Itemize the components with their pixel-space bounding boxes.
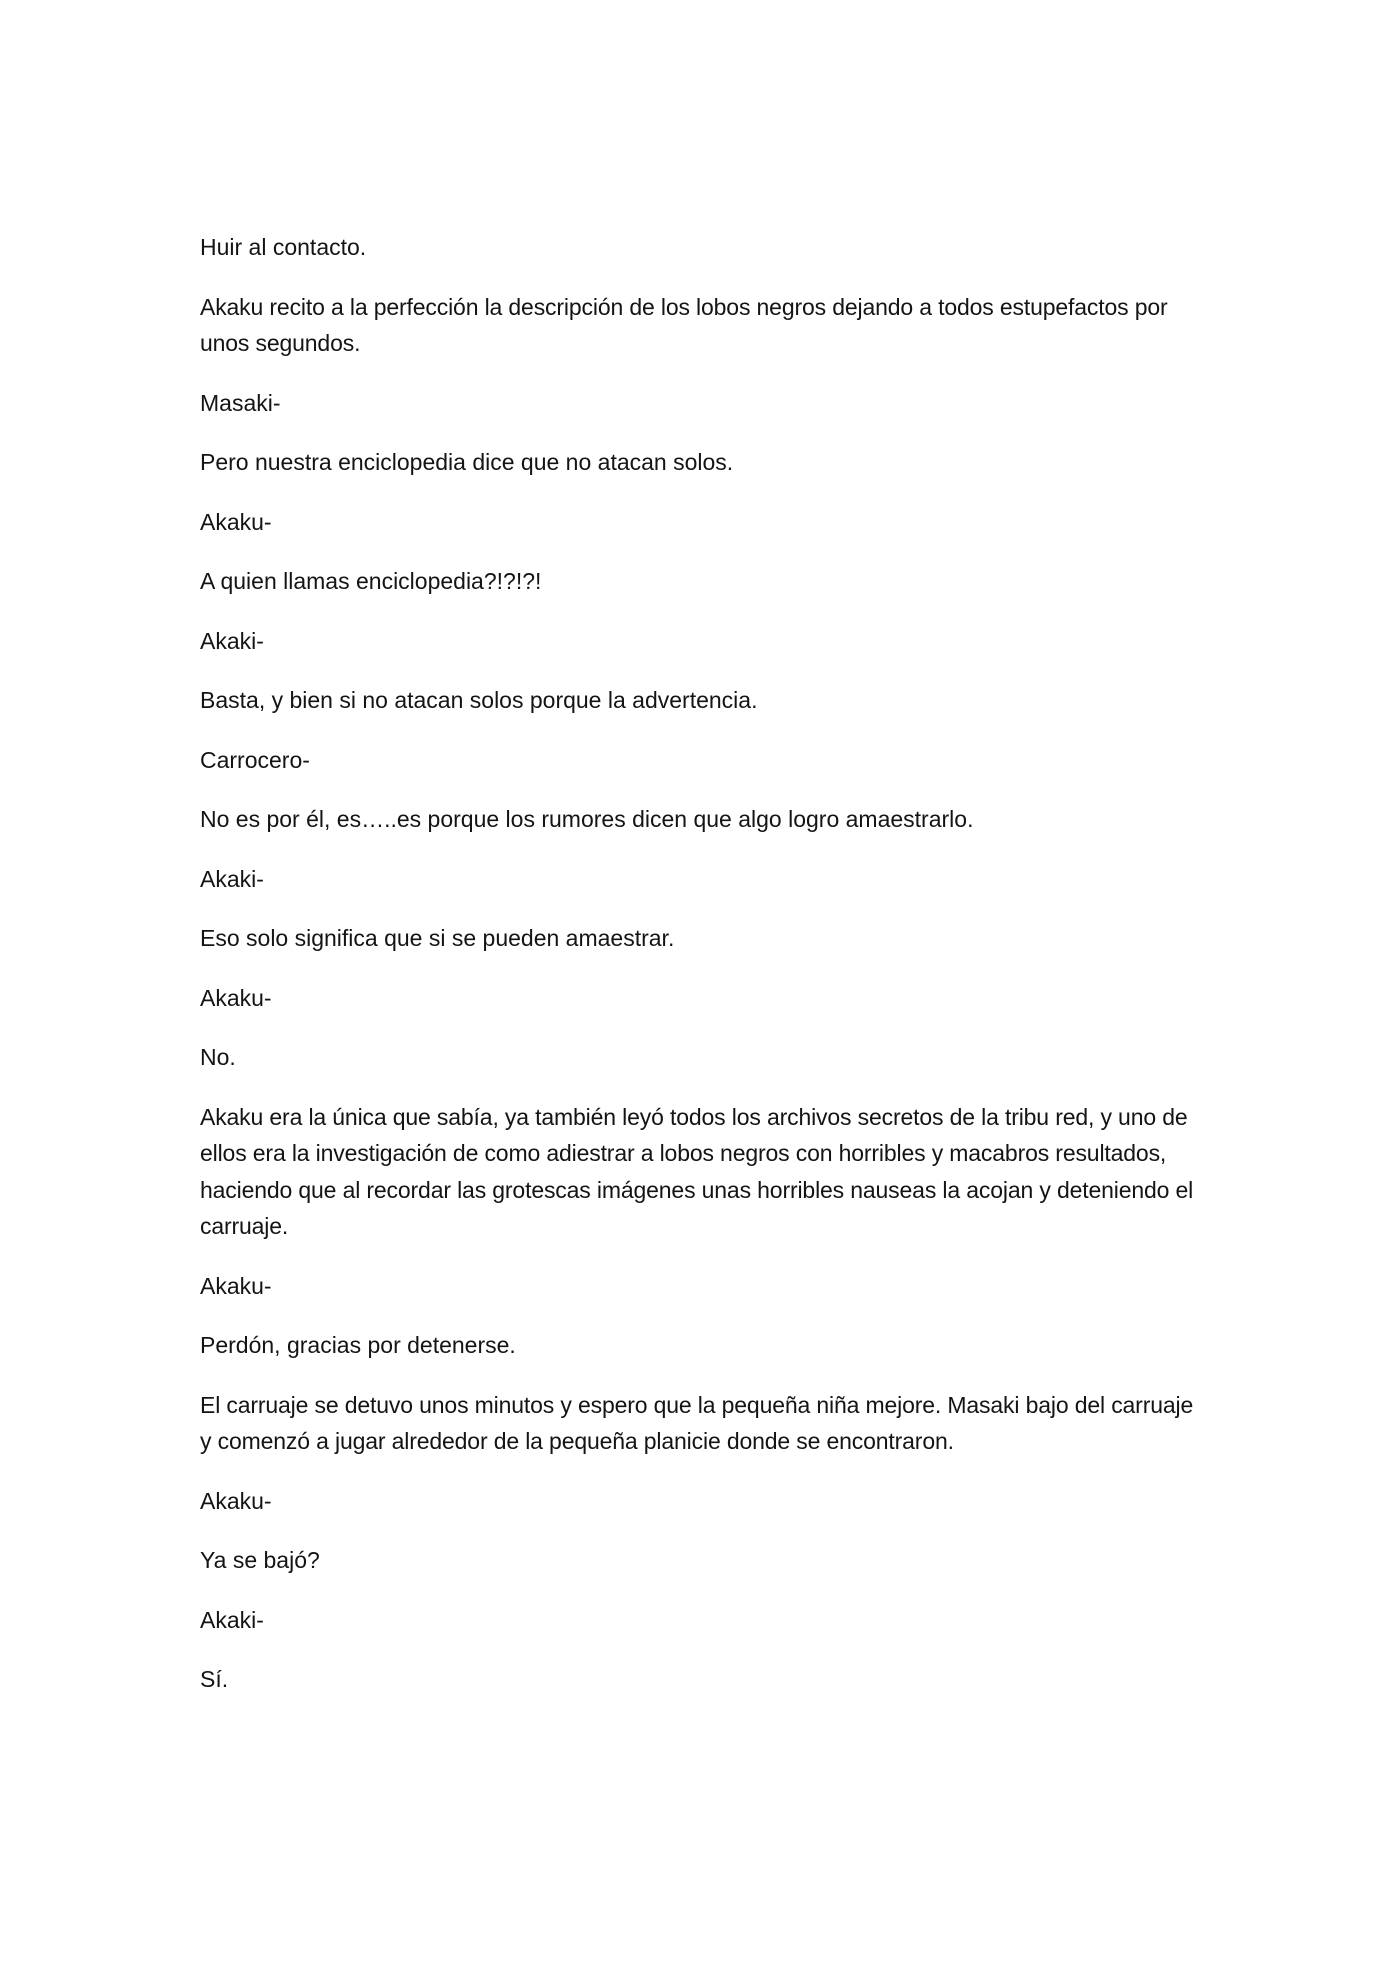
speaker-label: Akaki-	[200, 627, 264, 654]
dialogue-line: Sí.	[200, 1666, 229, 1692]
dialogue-line: Perdón, gracias por detenerse.	[200, 1332, 516, 1358]
speaker-label: Akaki-	[200, 1606, 264, 1633]
speaker-label: Akaki-	[200, 865, 264, 892]
narration-paragraph: Akaku era la única que sabía, ya también leyó todos los archivos secretos de la tribu red, y uno de ellos era la investigación de como adiestrar a lobos negros con horribles y macabros resultados, haciendo que al recordar las grotescas imágenes unas horribles nauseas la acojan y deteniendo el carruaje.	[200, 1103, 1194, 1239]
dialogue-line: Pero nuestra enciclopedia dice que no atacan solos.	[200, 449, 734, 475]
dialogue-line: A quien llamas enciclopedia?!?!?!	[200, 568, 542, 594]
narration-paragraph: Huir al contacto.	[200, 234, 367, 260]
speaker-label: Akaku-	[200, 1272, 272, 1299]
dialogue-line: No es por él, es…..es porque los rumores dicen que algo logro amaestrarlo.	[200, 806, 974, 832]
speaker-label: Masaki-	[200, 389, 281, 416]
dialogue-line: Basta, y bien si no atacan solos porque la advertencia.	[200, 687, 758, 713]
narration-paragraph: Akaku recito a la perfección la descripción de los lobos negros dejando a todos estupefactos por unos segundos.	[200, 293, 1168, 356]
dialogue-line: No.	[200, 1044, 236, 1070]
speaker-label: Akaku-	[200, 1487, 272, 1514]
document-body	[200, 229, 1210, 1721]
speaker-label: Akaku-	[200, 508, 272, 535]
narration-paragraph: El carruaje se detuvo unos minutos y espero que la pequeña niña mejore. Masaki bajo del carruaje y comenzó a jugar alrededor de la pequeña planicie donde se encontraron.	[200, 1391, 1194, 1454]
dialogue-line: Eso solo significa que si se pueden amaestrar.	[200, 925, 675, 951]
dialogue-line: Ya se bajó?	[200, 1547, 320, 1573]
speaker-label: Carrocero-	[200, 746, 310, 773]
speaker-label: Akaku-	[200, 984, 272, 1011]
